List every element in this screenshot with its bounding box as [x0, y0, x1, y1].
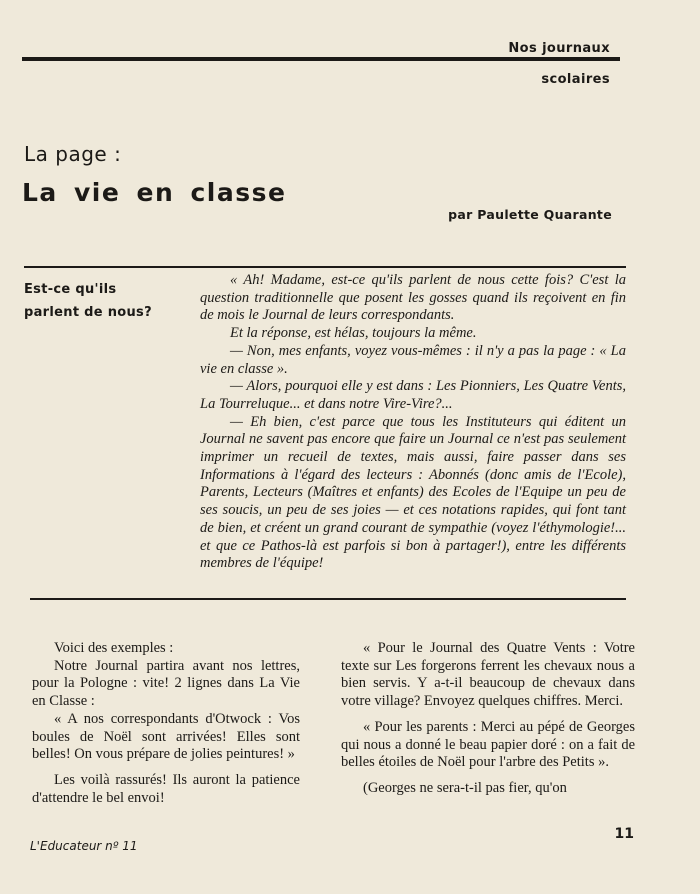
body-paragraph: (Georges ne sera-t-il pas fier, qu'on	[363, 779, 567, 796]
side-heading-line1: Est-ce qu'ils	[24, 282, 117, 297]
intro-paragraph: — Non, mes enfants, voyez vous-mêmes : il n'y a pas la page : « La vie en classe ».	[200, 342, 626, 377]
side-heading	[24, 278, 194, 324]
header-rule	[22, 57, 620, 61]
intro-bottom-rule	[30, 598, 626, 600]
footer-journal: L'Educateur nº 11	[30, 839, 138, 853]
body-paragraph: « A nos correspondants d'Otwock : Vos boules de Noël sont arrivées! Elles sont belles! On vous prépare de jolies peintures! »	[32, 710, 300, 763]
body-column-right	[341, 640, 635, 798]
body-paragraph: Notre Journal partira avant nos lettres, pour la Pologne : vite! 2 lignes dans La Vie en Classe :	[32, 657, 300, 710]
body-paragraph: « Pour les parents : Merci au pépé de Georges qui nous a donné le beau papier doré : on a fait de belles étoiles de Noël pour l'arbre des Petits ».	[341, 718, 635, 771]
section-label-line1: Nos journaux	[508, 41, 610, 56]
intro-paragraph: Et la réponse, est hélas, toujours la même.	[230, 325, 477, 342]
body-paragraph: Les voilà rassurés! Ils auront la patience d'attendre le bel envoi!	[32, 771, 300, 806]
intro-top-rule	[24, 266, 626, 268]
side-heading-line2: parlent de nous?	[24, 305, 152, 320]
intro-paragraph: « Ah! Madame, est-ce qu'ils parlent de nous cette fois? C'est la question traditionnelle que posent les gosses quand ils reçoivent en fin de mois le Journal de leurs correspondants.	[200, 272, 626, 324]
page-kicker: La page :	[24, 142, 122, 166]
page-title: La vie en classe	[22, 178, 287, 207]
byline: par Paulette Quarante	[448, 207, 612, 222]
intro-paragraph: — Alors, pourquoi elle y est dans : Les Pionniers, Les Quatre Vents, La Tourreluque... et dans notre Vire-Vire?...	[200, 378, 626, 412]
body-paragraph: « Pour le Journal des Quatre Vents : Votre texte sur Les forgerons ferrent les chevaux nous a bien servis. Y a-t-il beaucoup de chevaux dans votre village? Envoyez quelques chiffres. Merci.	[341, 640, 635, 710]
section-label-line2: scolaires	[541, 72, 610, 87]
body-paragraph: Voici des exemples :	[54, 640, 174, 656]
intro-text	[200, 272, 626, 573]
page-number: 11	[614, 826, 634, 842]
intro-paragraph: — Eh bien, c'est parce que tous les Instituteurs qui éditent un Journal ne savent pas encore que faire un Journal ce n'est pas seulement imprimer un recueil de textes, mais aussi, faire passer dans ses Informations à l'égard des lecteurs : Abonnés (donc amis de l'Ecole), Parents, Lecteurs (Maîtres et enfants) des Ecoles de l'Equipe un peu de ses soucis, un peu de ses joies — et ces notations rapides, qui font tant de bien, et créent un grand courant de sympathie (voyez l'éthymologie!... et que ce Pathos-là est parfois si bon à partager!), entre les différents membres de l'équipe!	[200, 413, 626, 572]
section-label	[470, 33, 610, 95]
body-column-left	[32, 640, 300, 807]
